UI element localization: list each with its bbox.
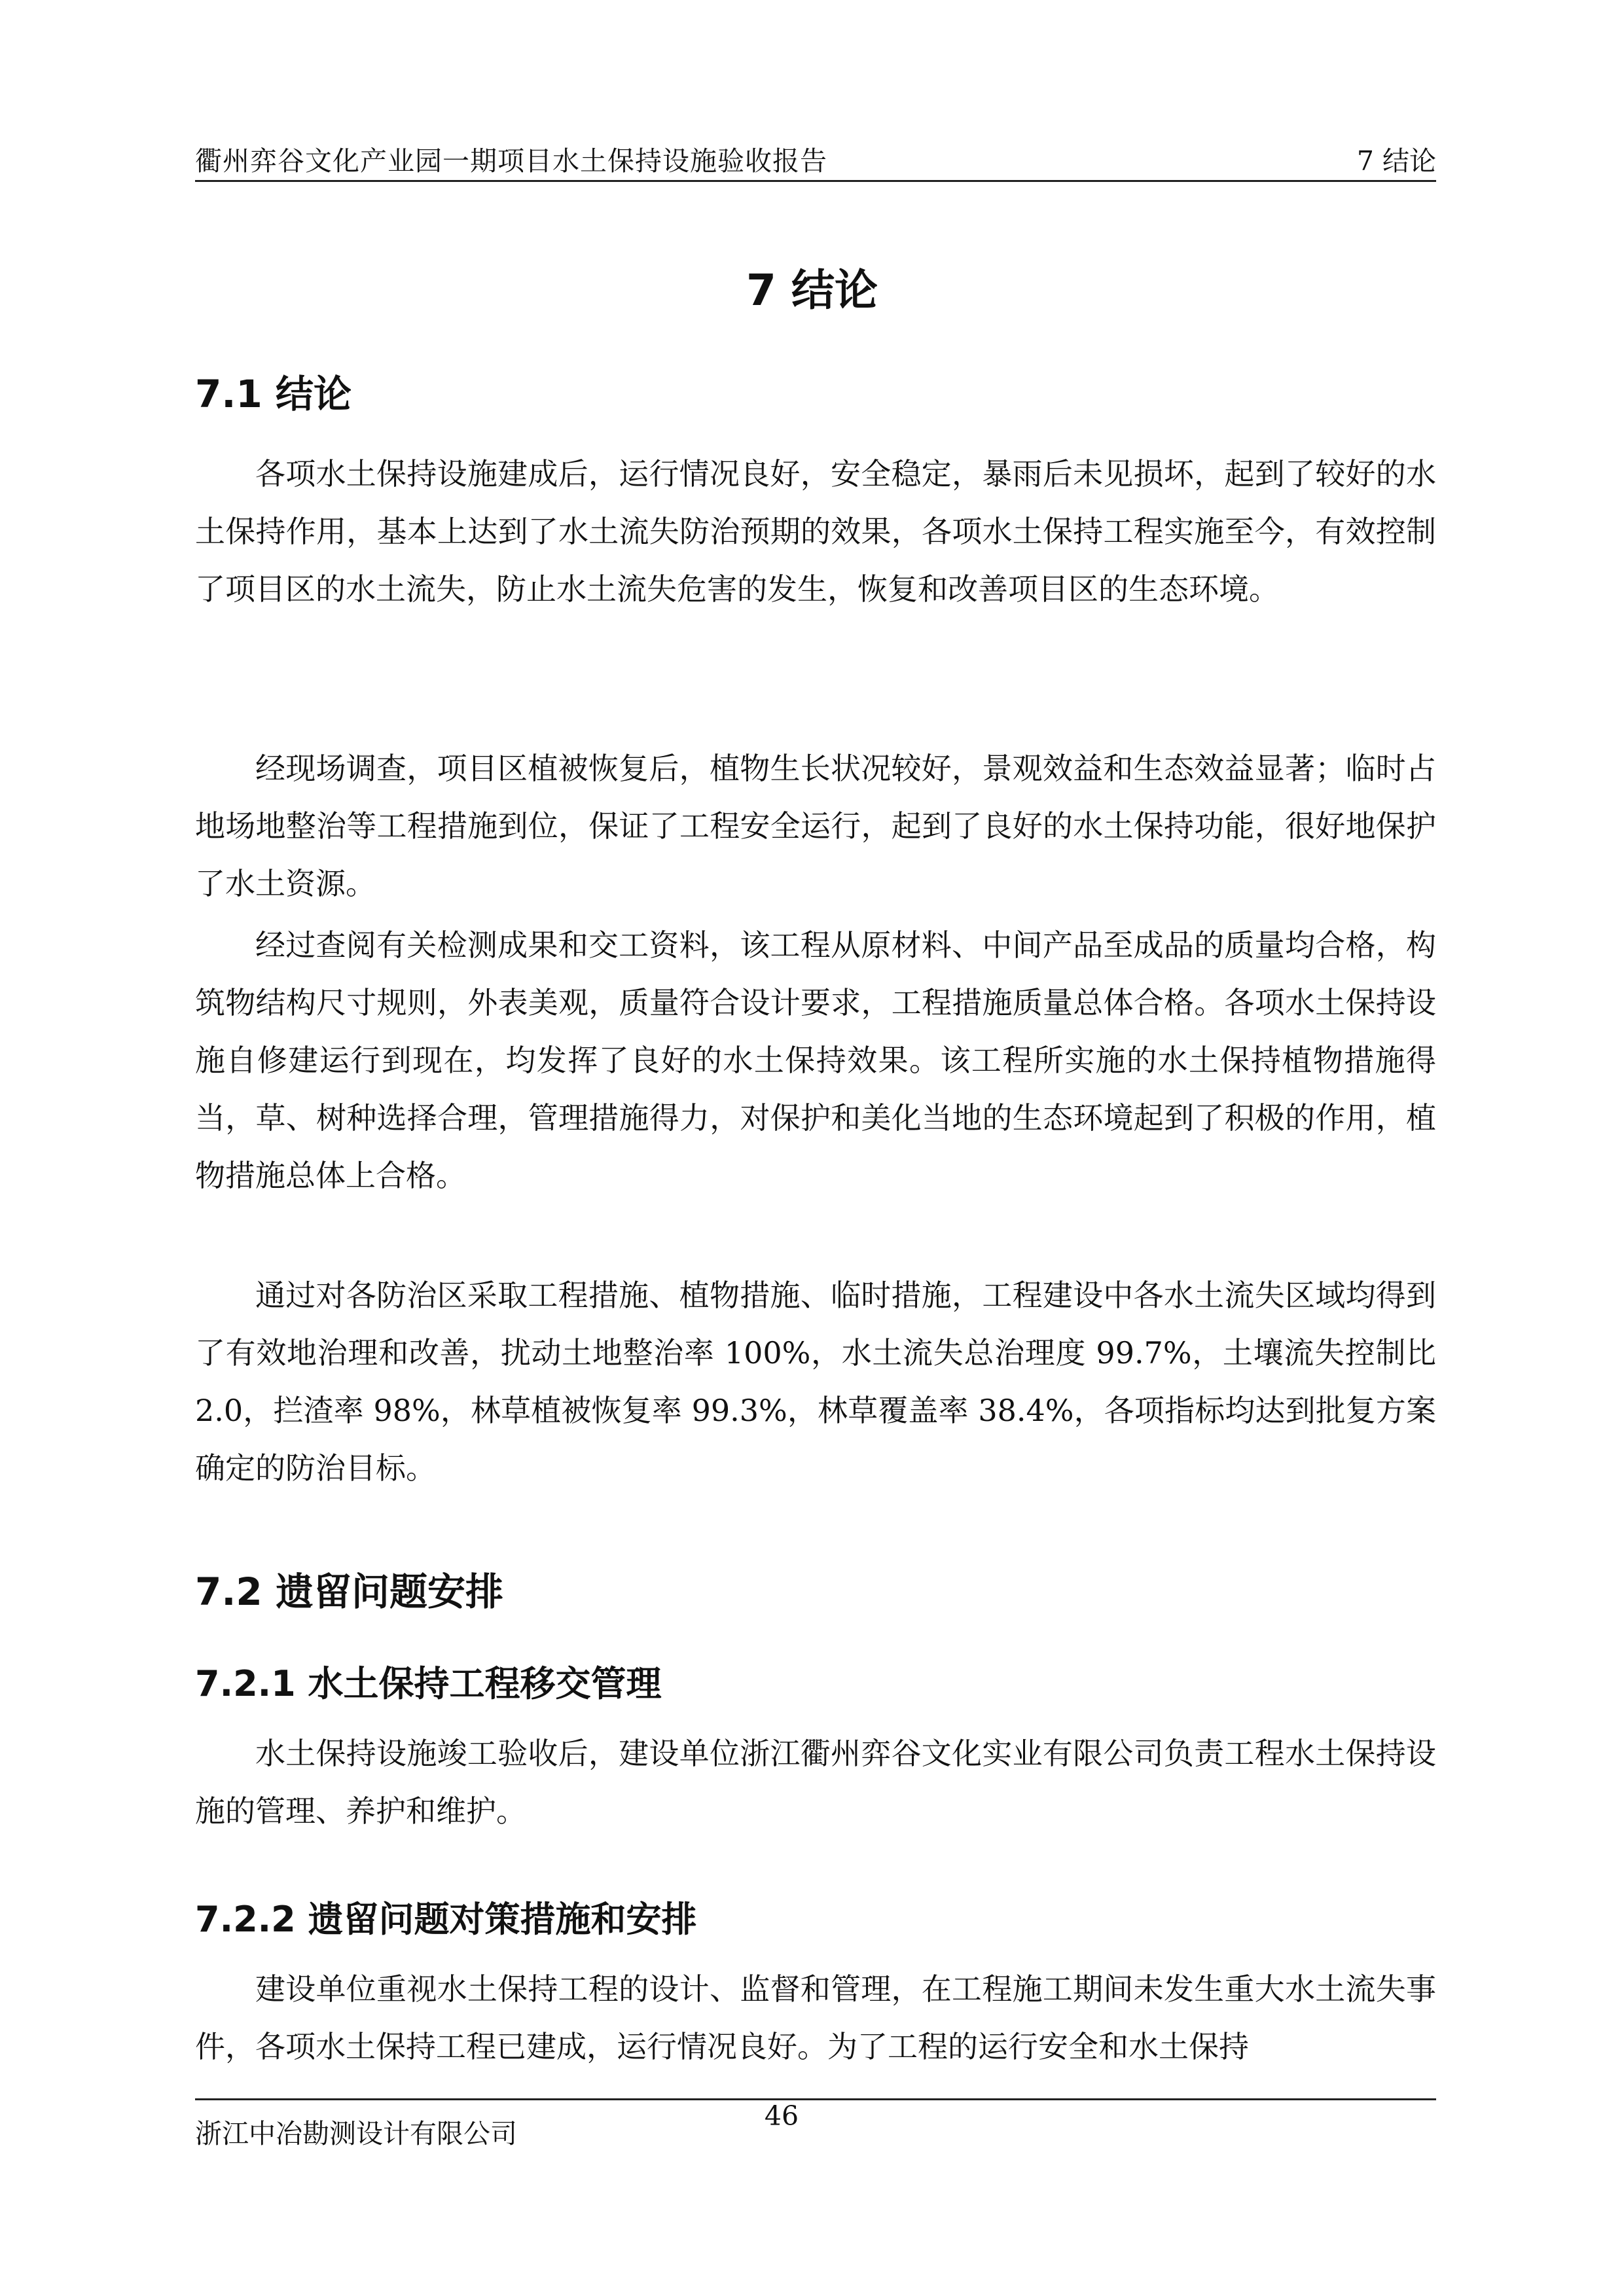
paragraph-7-1-4: 通过对各防治区采取工程措施、植物措施、临时措施，工程建设中各水土流失区域均得到了有效地治理和改善，扰动土地整治率 100%，水土流失总治理度 99.7%，土壤流失控制比 2.0，拦渣率 98%，林草植被恢复率 99.3%，林草覆盖率 38.4%，各项指标均达到批复方案确定的防治目标。 bbox=[195, 1278, 1436, 1486]
header-report-title: 衢州弈谷文化产业园一期项目水土保持设施验收报告 bbox=[195, 145, 827, 177]
subsection-heading-7-2-2: 7.2.2 遗留问题对策措施和安排 bbox=[195, 1899, 697, 1940]
header-chapter: 7 结论 bbox=[1356, 145, 1436, 177]
page-number: 46 bbox=[764, 2100, 799, 2132]
section-heading-7-2: 7.2 遗留问题安排 bbox=[195, 1570, 503, 1614]
footer-company: 浙江中冶勘测设计有限公司 bbox=[195, 2118, 517, 2149]
paragraph-7-2-2: 建设单位重视水土保持工程的设计、监督和管理，在工程施工期间未发生重大水土流失事件，各项水土保持工程已建成，运行情况良好。为了工程的运行安全和水土保持 bbox=[195, 1971, 1436, 2064]
chapter-title: 7 结论 bbox=[746, 265, 878, 315]
paragraph-7-1-1: 各项水土保持设施建成后，运行情况良好，安全稳定，暴雨后未见损坏，起到了较好的水土保持作用，基本上达到了水土流失防治预期的效果，各项水土保持工程实施至今，有效控制了项目区的水土流失，防止水土流失危害的发生，恢复和改善项目区的生态环境。 bbox=[195, 456, 1436, 607]
paragraph-7-1-3: 经过查阅有关检测成果和交工资料，该工程从原材料、中间产品至成品的质量均合格，构筑物结构尺寸规则，外表美观，质量符合设计要求，工程措施质量总体合格。各项水土保持设施自修建运行到现在，均发挥了良好的水土保持效果。该工程所实施的水土保持植物措施得当，草、树种选择合理，管理措施得力，对保护和美化当地的生态环境起到了积极的作用，植物措施总体上合格。 bbox=[195, 927, 1436, 1193]
section-heading-7-1: 7.1 结论 bbox=[195, 372, 352, 416]
page-header bbox=[195, 134, 1436, 182]
page-footer bbox=[195, 2098, 1436, 2149]
paragraph-7-1-2: 经现场调查，项目区植被恢复后，植物生长状况较好，景观效益和生态效益显著；临时占地场地整治等工程措施到位，保证了工程安全运行，起到了良好的水土保持功能，很好地保护了水土资源。 bbox=[195, 751, 1436, 901]
paragraph-7-2-1: 水土保持设施竣工验收后，建设单位浙江衢州弈谷文化实业有限公司负责工程水土保持设施的管理、养护和维护。 bbox=[195, 1736, 1436, 1829]
subsection-heading-7-2-1: 7.2.1 水土保持工程移交管理 bbox=[195, 1663, 662, 1704]
